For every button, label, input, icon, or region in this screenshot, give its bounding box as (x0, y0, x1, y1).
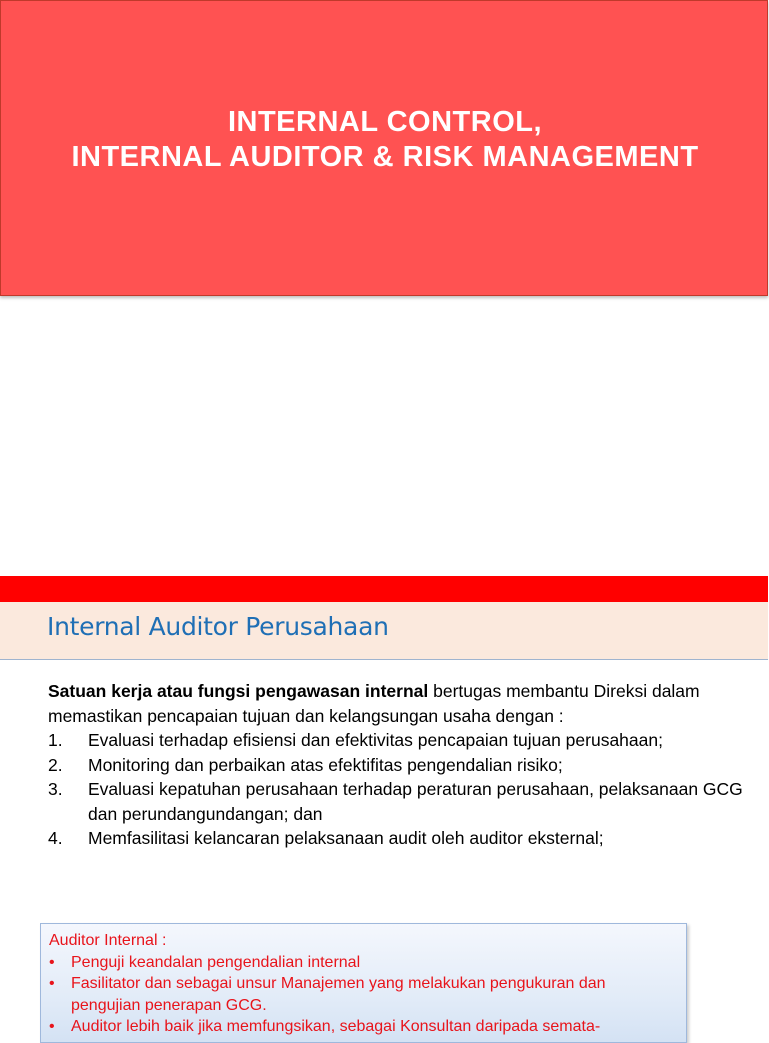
body-text (48, 679, 748, 851)
title-line-2: INTERNAL AUDITOR & RISK MANAGEMENT (71, 141, 699, 173)
callout-bullet-list (49, 952, 678, 1038)
numbered-list (48, 728, 748, 851)
list-item (48, 777, 748, 826)
list-item-text: Memfasilitasi kelancaran pelaksanaan audit oleh auditor eksternal; (88, 828, 604, 848)
bullet-text: Penguji keandalan pengendalian internal (71, 953, 361, 971)
list-item (48, 826, 748, 851)
slide-heading: Internal Auditor Perusahaan (47, 612, 389, 641)
intro-paragraph (48, 679, 748, 728)
bullet-text: Fasilitator dan sebagai unsur Manajemen yang melakukan pengukuran dan pengujian penerapan GCG. (71, 975, 606, 1014)
callout-title: Auditor Internal : (49, 932, 167, 949)
bullet-item (49, 1016, 678, 1038)
list-item-text: Evaluasi kepatuhan perusahaan terhadap peraturan perusahaan, pelaksanaan GCG dan perundangundangan; dan (88, 779, 743, 824)
bullet-icon: • (49, 953, 55, 971)
list-item-text: Monitoring dan perbaikan atas efektifitas pengendalian risiko; (88, 754, 563, 775)
list-item (48, 753, 748, 778)
list-marker: 3. (48, 779, 63, 799)
bullet-text: Auditor lebih baik jika memfungsikan, sebagai Konsultan daripada semata- (71, 1018, 601, 1035)
bullet-icon: • (49, 1018, 55, 1035)
intro-bold-text: Satuan kerja atau fungsi pengawasan internal (48, 681, 429, 701)
red-band (0, 576, 768, 602)
list-marker: 4. (48, 828, 63, 848)
bullet-icon: • (49, 975, 55, 992)
bullet-item (49, 973, 678, 1016)
list-item-text: Evaluasi terhadap efisiensi dan efektivitas pencapaian tujuan perusahaan; (88, 730, 663, 750)
slide-2 (0, 576, 768, 1035)
list-marker: 2. (48, 754, 63, 775)
intro-rest-text: bertugas membantu Direksi dalam memastikan pencapaian tujuan dan kelangsungan usaha dengan : (48, 681, 700, 726)
title-box (0, 0, 768, 296)
bullet-item (49, 952, 678, 974)
header-band (0, 602, 768, 660)
list-item (48, 728, 748, 753)
list-marker: 1. (48, 730, 63, 750)
title-line-1: INTERNAL CONTROL, (227, 106, 543, 138)
auditor-internal-callout (40, 923, 687, 1043)
